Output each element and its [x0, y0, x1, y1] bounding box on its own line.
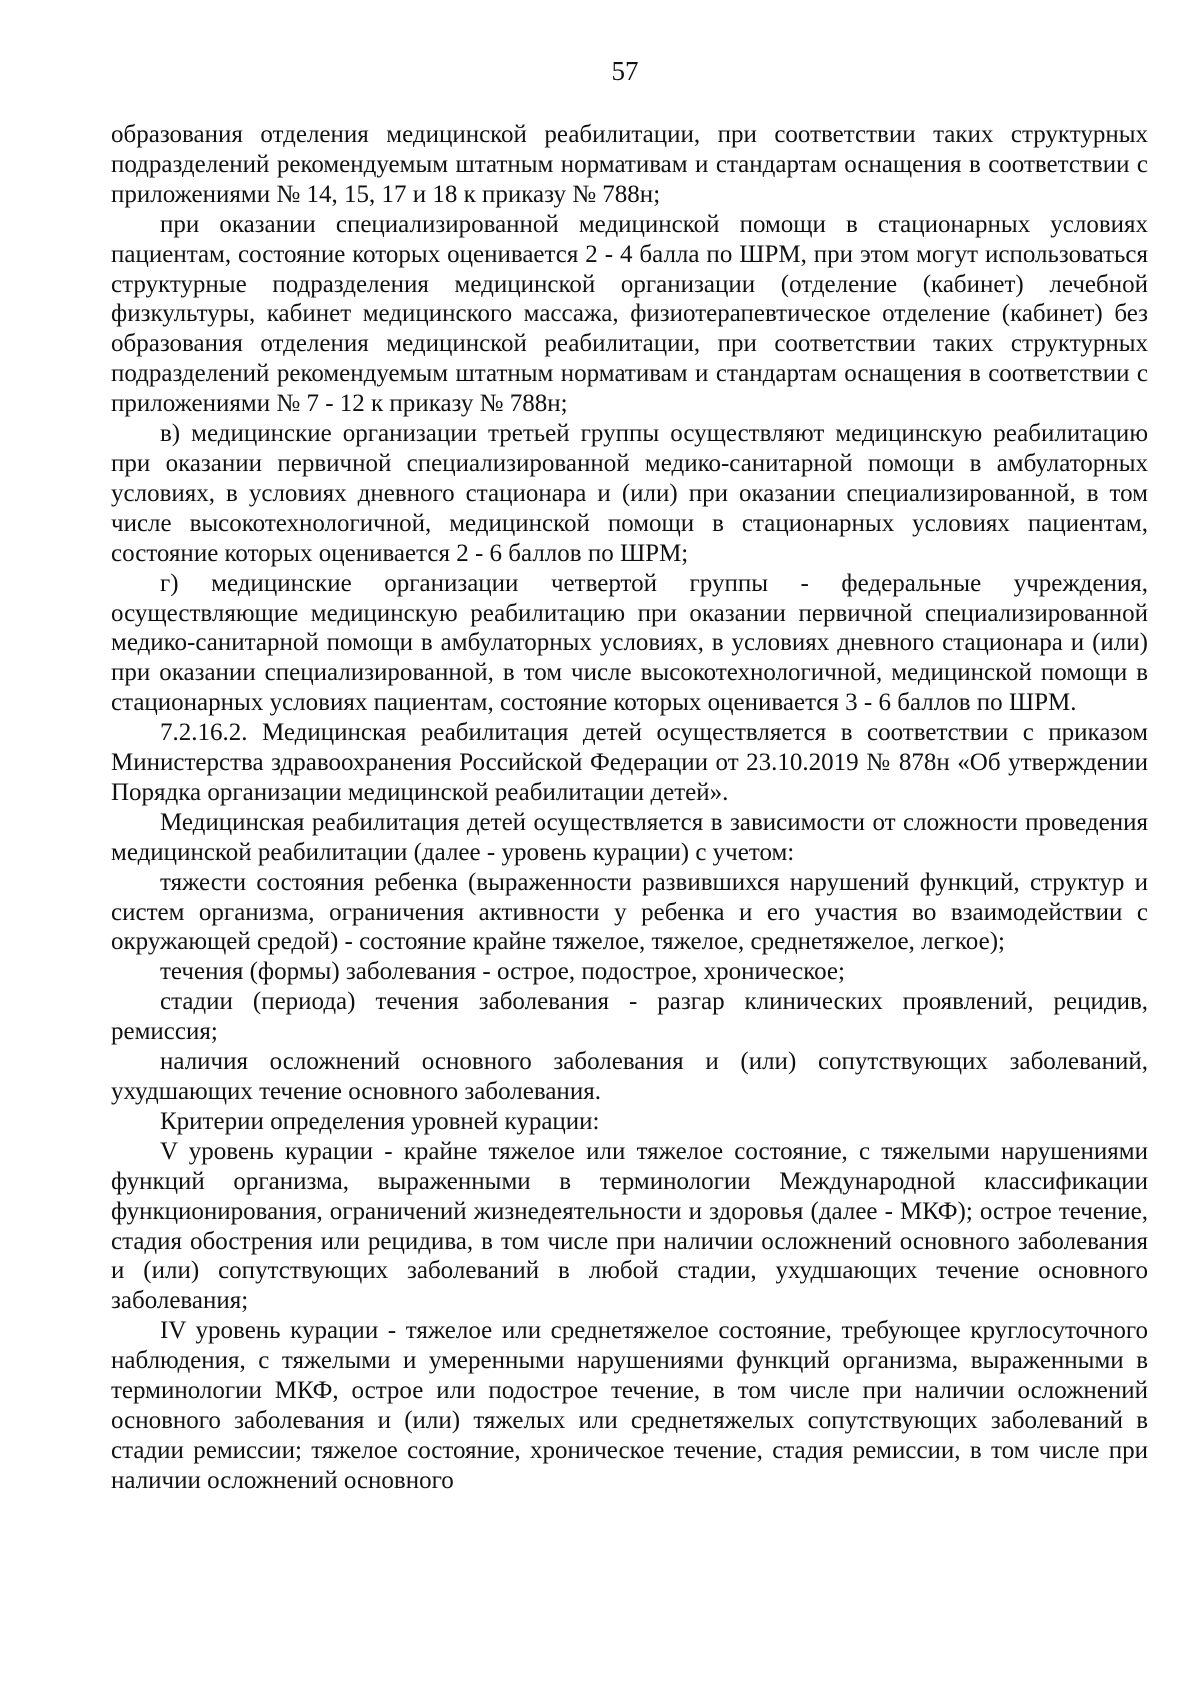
paragraph: течения (формы) заболевания - острое, подострое, хроническое;: [160, 958, 845, 986]
page-number: 57: [611, 56, 639, 86]
paragraph: 7.2.16.2. Медицинская реабилитация детей осуществляется в соответствии с приказом Министерства здравоохранения Российской Федерации от 23.10.2019 № 878н «Об утверждении Порядка организации медицинской реабилитации детей».: [111, 719, 1148, 806]
paragraph: наличия осложнений основного заболевания и (или) сопутствующих заболеваний, ухудшающих течение основного заболевания.: [111, 1048, 1148, 1105]
paragraph: стадии (периода) течения заболевания - разгар клинических проявлений, рецидив, ремиссия;: [111, 988, 1148, 1046]
document-body: [111, 120, 1148, 1496]
paragraph: образования отделения медицинской реабилитации, при соответствии таких структурных подразделений рекомендуемым штатным нормативам и стандартам оснащения в соответствии с приложениями № 14, 15, 17 и 18 к приказу № 788н;: [111, 121, 1148, 208]
paragraph: V уровень курации - крайне тяжелое или тяжелое состояние, с тяжелыми нарушениями функций организма, выраженными в терминологии Международной классификации функционирования, ограничений жизнедеятельности и здоровья (далее - МКФ); острое течение, стадия обострения или рецидива, в том числе при наличии осложнений основного заболевания и (или) сопутствующих заболеваний в любой стадии, ухудшающих течение основного заболевания;: [111, 1137, 1148, 1315]
paragraph: г) медицинские организации четвертой группы - федеральные учреждения, осуществляющие медицинскую реабилитацию при оказании первичной специализированной медико-санитарной помощи в амбулаторных условиях, в условиях дневного стационара и (или) при оказании специализированной, в том числе высокотехнологичной, медицинской помощи в стационарных условиях пациентам, состояние которых оценивается 3 - 6 баллов по ШРМ.: [111, 569, 1148, 717]
paragraph: при оказании специализированной медицинской помощи в стационарных условиях пациентам, состояние которых оценивается 2 - 4 балла по ШРМ, при этом могут использоваться структурные подразделения медицинской организации (отделение (кабинет) лечебной физкультуры, кабинет медицинского массажа, физиотерапевтическое отделение (кабинет) без образования отделения медицинской реабилитации, при соответствии таких структурных подразделений рекомендуемым штатным нормативам и стандартам оснащения в соответствии с приложениями № 7 - 12 к приказу № 788н;: [111, 210, 1148, 418]
paragraph: тяжести состояния ребенка (выраженности развившихся нарушений функций, структур и систем организма, ограничения активности у ребенка и его участия во взаимодействии с окружающей средой) - состояние крайне тяжелое, тяжелое, среднетяжелое, легкое);: [111, 868, 1148, 956]
paragraph: в) медицинские организации третьей группы осуществляют медицинскую реабилитацию при оказании первичной специализированной медико-санитарной помощи в амбулаторных условиях, в условиях дневного стационара и (или) при оказании специализированной, в том числе высокотехнологичной, медицинской помощи в стационарных условиях пациентам, состояние которых оценивается 2 - 6 баллов по ШРМ;: [111, 420, 1148, 567]
paragraph: IV уровень курации - тяжелое или среднетяжелое состояние, требующее круглосуточного наблюдения, с тяжелыми и умеренными нарушениями функций организма, выраженными в терминологии МКФ, острое или подострое течение, в том числе при наличии осложнений основного заболевания и (или) тяжелых или среднетяжелых сопутствующих заболеваний в стадии ремиссии; тяжелое состояние, хроническое течение, стадия ремиссии, в том числе при наличии осложнений основного: [111, 1317, 1148, 1494]
paragraph: Критерии определения уровней курации:: [160, 1107, 600, 1135]
paragraph: Медицинская реабилитация детей осуществляется в зависимости от сложности проведения медицинской реабилитации (далее - уровень курации) с учетом:: [111, 808, 1148, 866]
